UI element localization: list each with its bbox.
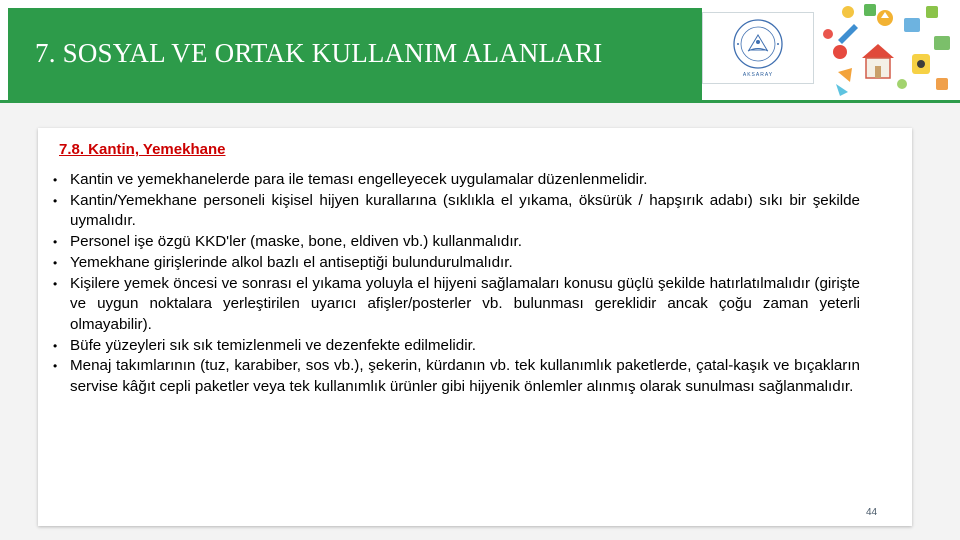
list-item bbox=[44, 356, 860, 397]
list-item-text: Kantin/Yemekhane personeli kişisel hijyen kurallarına (sıklıkla el yıkama, öksürük / hapşırık adabı) sıkı bir şekilde uymalıdır. bbox=[70, 191, 860, 230]
page-number: 44 bbox=[866, 507, 878, 518]
bullet-icon: • bbox=[53, 338, 58, 353]
list-item bbox=[44, 232, 860, 253]
list-item bbox=[44, 274, 860, 336]
slide-title: 7. SOSYAL VE ORTAK KULLANIM ALANLARI bbox=[35, 38, 603, 68]
bullet-icon: • bbox=[53, 359, 58, 374]
bullet-list bbox=[44, 170, 860, 398]
bullet-icon: • bbox=[53, 173, 58, 187]
list-item bbox=[44, 253, 860, 274]
list-item-text: Personel işe özgü KKD'ler (maske, bone, eldiven vb.) kullanmalıdır. bbox=[70, 233, 522, 251]
bullet-icon: • bbox=[53, 193, 58, 208]
section-title: 7.8. Kantin, Yemekhane bbox=[59, 141, 226, 158]
list-item bbox=[44, 336, 860, 357]
list-item-text: Kişilere yemek öncesi ve sonrası el yıkama yoluyla el hijyeni sağlamaları konusu güçlü şekilde hatırlatılmalıdır (girişte ve uygun noktalara yerleştirilen uyarıcı afişler/posterler vb. bulunması gereklidir ancak çoğu zaman yeterli olmayabilir). bbox=[70, 274, 860, 333]
list-item-text: Menaj takımlarının (tuz, karabiber, sos vb.), şekerin, kürdanın vb. tek kullanımlık paketlerde, çatal-kaşık ve bıçakların servise kâğıt cepli paketler veya tek kullanımlık ürünler gibi hijyenik önlemler alınmış olarak sunulması sağlanmalıdır. bbox=[70, 357, 860, 396]
list-item-text: Büfe yüzeyleri sık sık temizlenmeli ve dezenfekte edilmelidir. bbox=[70, 336, 477, 354]
slide-header bbox=[0, 0, 960, 100]
list-item-text: Kantin ve yemekhanelerde para ile teması engelleyecek uygulamalar düzenlenmelidir. bbox=[70, 171, 648, 188]
list-item bbox=[44, 191, 860, 232]
school-decoration-icons bbox=[818, 0, 960, 100]
bullet-icon: • bbox=[53, 255, 58, 270]
bullet-icon: • bbox=[53, 276, 58, 291]
bullet-icon: • bbox=[53, 235, 58, 250]
list-item bbox=[44, 170, 860, 191]
institution-logo bbox=[702, 12, 814, 84]
list-item-text: Yemekhane girişlerinde alkol bazlı el antiseptiği bulundurulmalıdır. bbox=[70, 253, 513, 271]
logo-caption: AKSARAY bbox=[742, 72, 774, 78]
